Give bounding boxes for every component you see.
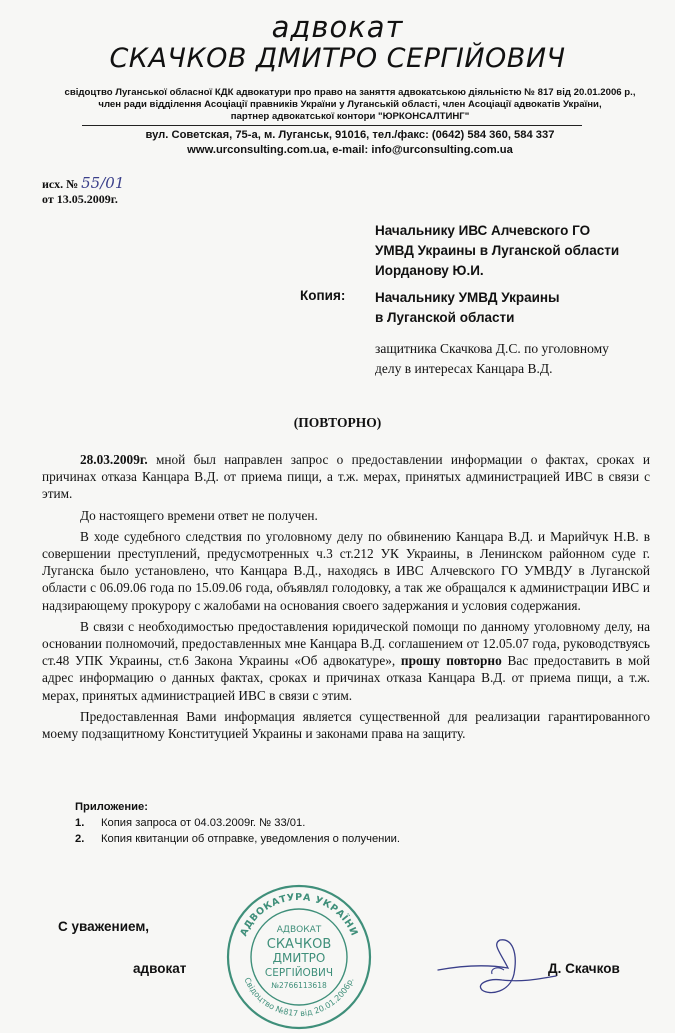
recipient-line: Начальнику ИВС Алчевского ГО: [375, 223, 591, 238]
sender-line: защитника Скачкова Д.С. по уголовному: [375, 341, 609, 356]
web-line: www.urconsulting.com.ua, e-mail: info@urconsulting.com.ua: [187, 144, 513, 156]
body-paragraph-1-text: мной был направлен запрос о предоставлении информации о фактах, сроках и причинах отказа Канцара В.Д. от приема пищи, а т.ж. мерах, принятых администрацией ИВС в связи с этим.: [42, 452, 650, 502]
recipient-line: УМВД Украины в Луганской области: [375, 243, 620, 258]
certificate-line-2: член ради відділення Асоціації правників України у Луганській області, член Асоціації адвокатів України,: [98, 99, 602, 110]
closing-regards: С уважением,: [58, 919, 150, 934]
letter-heading: (ПОВТОРНО): [293, 415, 382, 430]
certificate-block: [60, 87, 640, 123]
attachment-number: 1.: [75, 817, 85, 829]
outgoing-number-block: [42, 176, 124, 207]
copy-label: Копия:: [300, 288, 346, 303]
body-paragraph-4-text-b: Вас предоставить в мой адрес информацию о данных фактах, сроках и причинах отказа Канцара В.Д. от приема пищи, а т.ж. мерах, принятых администрацией ИВС в связи с этим.: [42, 653, 651, 703]
header-title-name: СКАЧКОВ ДМИТРО СЕРГІЙОВИЧ: [109, 43, 566, 74]
body-request-repeat: прошу повторно: [395, 653, 502, 669]
attachment-text: Копия запроса от 04.03.2009г. № 33/01.: [101, 817, 306, 829]
header-title-small: адвокат: [271, 10, 404, 44]
sender-block: [375, 339, 609, 379]
copy-recipient-line: Начальнику УМВД Украины: [375, 290, 560, 305]
outgoing-number-prefix: исх. №: [42, 177, 79, 191]
signature-role: адвокат: [133, 961, 187, 976]
seal-inner-line: СКАЧКОВ: [266, 937, 332, 952]
address-line: вул. Советская, 75-а, м. Луганськ, 91016, тел./факс: (0642) 584 360, 584 337: [145, 129, 555, 141]
attachment-item: [75, 815, 400, 831]
seal-inner-line: ДМИТРО: [272, 951, 326, 965]
attachment-text: Копия квитанции об отправке, уведомления о получении.: [101, 833, 400, 845]
letter-body: [42, 451, 650, 746]
seal-inner-line: СЕРГІЙОВИЧ: [264, 967, 334, 979]
attachment-item: [75, 831, 400, 847]
recipient-block: [375, 221, 619, 281]
seal-code: №2766113618: [271, 981, 327, 990]
copy-recipient-block: [375, 288, 560, 328]
outgoing-date: от 13.05.2009г.: [42, 192, 118, 206]
sender-line: делу в интересах Канцара В.Д.: [375, 361, 553, 376]
seal-outer-top-text: АДВОКАТУРА УКРАЇНИ: [238, 891, 360, 939]
body-paragraph-4-text-a: В связи с необходимостью предоставления юридической помощи по данному уголовному делу, на основании полномочий, предоставленных мне Канцара В.Д. соглашением от 12.05.07 года, руководствуясь ст.48 УПК Украины, ст.6 Закона Украины «Об адвокатуре»,: [42, 618, 650, 669]
attachment-number: 2.: [75, 833, 85, 845]
body-paragraph-5: Предоставленная Вами информация является существенной для реализации гарантированного моему подзащитному Конституцией Украины и законами права на защиту.: [42, 708, 650, 742]
outgoing-number-handwritten: 55/01: [81, 174, 125, 192]
attachments-list: [75, 815, 400, 847]
body-paragraph-1: [42, 451, 650, 503]
copy-recipient-line: в Луганской области: [375, 310, 515, 325]
body-request-date: 28.03.2009г.: [80, 452, 148, 467]
attachments-title: Приложение:: [75, 801, 148, 813]
signature-name: Д. Скачков: [548, 961, 620, 976]
seal-outer-bottom-text: Свідоцтво №817 від 20.01.2006р.: [242, 976, 356, 1019]
body-paragraph-3: В ходе судебного следствия по уголовному делу по обвинению Канцара В.Д. и Марийчук Н.В. в совершении преступлений, предусмотренных ч.3 ст.212 УК Украины, в Ленинском районном суде г. Луганска было установлено, что Канцара В.Д., находясь в ИВС Алчевского ГО УМВДУ в Луганской области с 06.09.06 года по 15.09.06 года, объявлял голодовку, а так же обращался к администрации ИВС и надзирающему прокурору с жалобами на основания своего задержания и условия содержания.: [42, 528, 650, 613]
address-block: [60, 128, 640, 158]
recipient-line: Иорданову Ю.И.: [375, 263, 484, 278]
round-seal: [224, 882, 374, 1032]
header-divider: [82, 125, 582, 126]
certificate-line-3: партнер адвокатської контори "ЮРКОНСАЛТИНГ": [230, 111, 470, 122]
seal-inner-line: АДВОКАТ: [276, 925, 322, 935]
handwritten-signature: [430, 930, 570, 1000]
certificate-line-1: свідоцтво Луганської обласної КДК адвокатури про право на заняття адвокатською діяльністю № 817 від 20.01.2006 р.,: [64, 87, 636, 98]
body-paragraph-2: До настоящего времени ответ не получен.: [80, 507, 318, 523]
body-paragraph-4: [42, 618, 650, 704]
